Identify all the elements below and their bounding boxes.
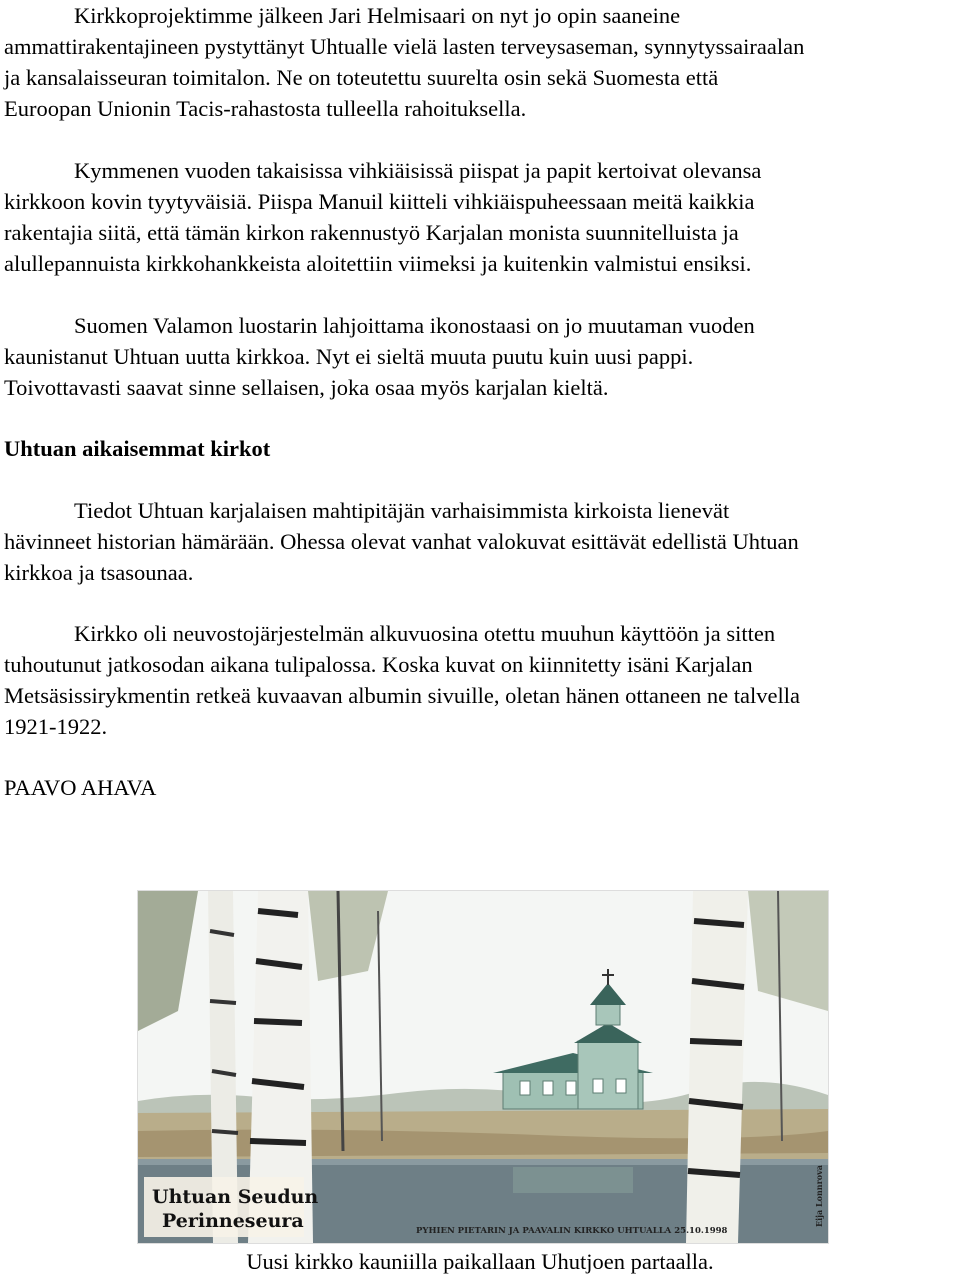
paragraph-consecration <box>4 155 956 279</box>
text-line: kaunistanut Uhtuan uutta kirkkoa. Nyt ei sieltä muuta puutu kuin uusi pappi. <box>4 344 694 369</box>
text-line: ammattirakentajineen pystyttänyt Uhtualle vielä lasten terveysaseman, synnytyssairaalan <box>4 34 805 59</box>
text-line: Suomen Valamon luostarin lahjoittama ikonostaasi on jo muutaman vuoden <box>74 313 755 338</box>
church-reflection <box>513 1167 633 1193</box>
paragraph-iconostasis <box>4 310 956 403</box>
text-line: hävinneet historian hämärään. Ohessa olevat vanhat valokuvat esittävät edellistä Uhtuan <box>4 529 799 554</box>
logo-line2: Perinneseura <box>162 1210 304 1232</box>
paragraph-earlier-churches <box>4 495 956 588</box>
text-line: Tiedot Uhtuan karjalaisen mahtipitäjän varhaisimmista kirkoista lienevät <box>74 498 730 523</box>
text-line: Kirkkoprojektimme jälkeen Jari Helmisaari on nyt jo opin saaneine <box>74 3 681 28</box>
photographer-credit: Eija Lonnrova <box>814 1165 824 1227</box>
heading-text: Uhtuan aikaisemmat kirkot <box>4 436 271 461</box>
photo-caption: PYHIEN PIETARIN JA PAAVALIN KIRKKO UHTUALLA 25.10.1998 <box>416 1226 728 1236</box>
paragraph-church-history <box>4 618 956 742</box>
text-line: Toivottavasti saavat sinne sellaisen, joka osaa myös karjalan kieltä. <box>4 375 609 400</box>
text-line: 1921-1922. <box>4 714 108 739</box>
church-photo-illustration <box>138 891 828 1243</box>
author-name: PAAVO AHAVA <box>4 775 157 800</box>
text-line: Kymmenen vuoden takaisissa vihkiäisissä piispat ja papit kertoivat olevansa <box>74 158 762 183</box>
logo-line1: Uhtuan Seudun <box>152 1186 319 1208</box>
section-heading <box>4 433 956 464</box>
text-line: Euroopan Unionin Tacis-rahastosta tulleella rahoituksella. <box>4 96 527 121</box>
text-line: kirkkoa ja tsasounaa. <box>4 560 194 585</box>
text-line: Kirkko oli neuvostojärjestelmän alkuvuosina otettu muuhun käyttöön ja sitten <box>74 621 776 646</box>
text-line: alullepannuista kirkkohankkeista aloitettiin viimeksi ja kuitenkin valmistui ensiksi. <box>4 251 752 276</box>
church-photo <box>137 890 829 1244</box>
author-signature <box>4 772 956 803</box>
text-line: kirkkoon kovin tyytyväisiä. Piispa Manuil kiitteli vihkiäispuheessaan meitä kaikkia <box>4 189 755 214</box>
text-line: rakentajia siitä, että tämän kirkon rakennustyö Karjalan monista suunnitelluista ja <box>4 220 739 245</box>
paragraph-projects <box>4 0 956 124</box>
text-line: tuhoutunut jatkosodan aikana tulipalossa. Koska kuvat on kiinnitetty isäni Karjalan <box>4 652 753 677</box>
photo-caption-below: Uusi kirkko kauniilla paikallaan Uhutjoen partaalla. <box>246 1249 714 1274</box>
text-line: ja kansalaisseuran toimitalon. Ne on toteutettu suurelta osin sekä Suomesta että <box>4 65 719 90</box>
text-line: Metsäsissirykmentin retkeä kuvaavan albumin sivuille, oletan hänen ottaneen ne talvella <box>4 683 801 708</box>
